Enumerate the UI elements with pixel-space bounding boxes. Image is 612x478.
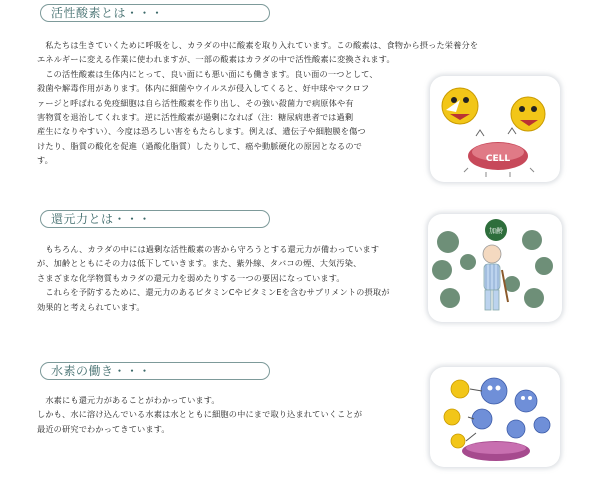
oxygen-characters-icon	[430, 76, 560, 182]
body-line: けたり、脂質の酸化を促進（過酸化脂質）したりして、癌や動脈硬化の原因となるので	[37, 140, 362, 151]
hydrogen-characters-icon	[430, 367, 560, 467]
body-line: これらを予防するために、還元力のあるビタミンCやビタミンEを含むサプリメントの摂取が	[37, 287, 390, 298]
aging-label: 加齢	[489, 227, 503, 235]
body-line: ァージと呼ばれる免疫細胞は自ら活性酸素を作り出し、その強い殺菌力で病原体や有	[37, 97, 354, 108]
body-line: さまざまな化学物質もカラダの還元力を弱めたりする一つの要因になっています。	[37, 272, 345, 283]
cell-label: CELL	[485, 154, 511, 164]
body-line: 私たちは生きていくために呼吸をし、カラダの中に酸素を取り入れています。この酸素は、食物から摂った栄養分を	[37, 40, 479, 50]
body-line: 殺菌や解毒作用があります。体内に細菌やウイルスが侵入してくると、好中球やマクロフ	[37, 83, 370, 94]
body-line: 産生になりやすい）、今度は恐ろしい害をもたらします。例えば、遺伝子や細胞膜を傷つ	[37, 126, 366, 137]
body-line: 害物質を退治してくれます。逆に活性酸素が過剰になれば（注：糖尿病患者では過剰	[37, 112, 354, 123]
body-line: この活性酸素は生体内にとって、良い面にも悪い面にも働きます。良い面の一つとして、	[37, 68, 378, 79]
body-line: もちろん、カラダの中には過剰な活性酸素の害から守ろうとする還元力が備わっています	[37, 244, 380, 254]
body-line: 最近の研究でわかってきています。	[37, 423, 170, 434]
body-line: 水素にも還元力があることがわかっています。	[37, 395, 220, 405]
aging-man-icon	[428, 214, 562, 322]
section-body-hydrogen	[37, 393, 362, 436]
section-heading-hydrogen: 水素の働き・・・	[40, 362, 270, 380]
section-heading-reducing-power: 還元力とは・・・	[40, 210, 270, 228]
section-heading-active-oxygen: 活性酸素とは・・・	[40, 4, 270, 22]
body-line: が、加齢とともにその力は低下していきます。また、紫外線、タバコの煙、大気汚染、	[37, 258, 362, 269]
body-line: 効果的と考えられています。	[37, 301, 145, 312]
body-line: しかも、水に溶け込んでいる水素は水とともに細胞の中にまで取り込まれていくことが	[37, 409, 363, 420]
oxygen-attack-illustration	[430, 76, 560, 182]
hydrogen-illustration	[430, 367, 560, 467]
body-line: す。	[37, 155, 54, 166]
aging-factors-illustration	[428, 214, 562, 322]
section-body-active-oxygen	[37, 38, 478, 168]
body-line: エネルギーに変える作業に使われますが、一部の酸素はカラダの中で活性酸素に変換されます。	[37, 54, 395, 65]
section-body-reducing-power	[37, 242, 390, 314]
